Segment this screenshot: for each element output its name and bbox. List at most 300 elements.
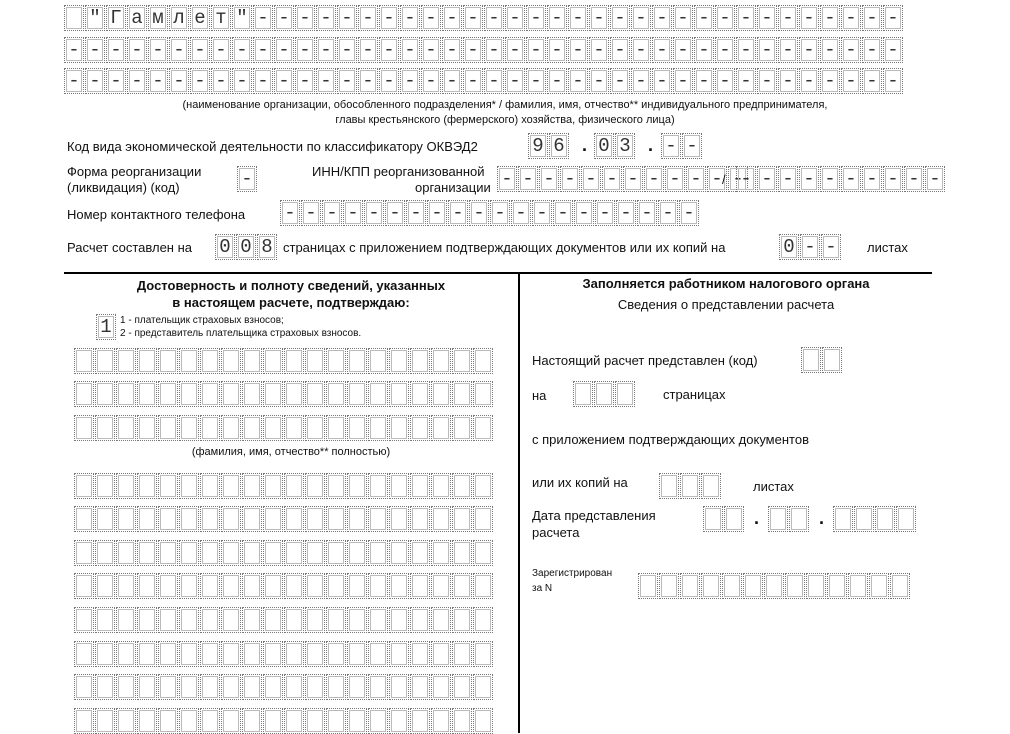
char-cell[interactable] (242, 573, 262, 599)
char-cell[interactable] (74, 641, 94, 667)
char-cell[interactable]: - (421, 37, 441, 63)
char-cell[interactable] (326, 573, 346, 599)
char-cell[interactable] (827, 573, 847, 599)
char-cell[interactable]: м (148, 5, 168, 31)
char-cell[interactable] (368, 674, 388, 700)
char-cell[interactable] (615, 381, 635, 407)
char-cell[interactable]: - (190, 37, 210, 63)
char-cell[interactable] (368, 506, 388, 532)
char-cell[interactable]: - (127, 68, 147, 94)
char-cell[interactable]: - (343, 200, 363, 226)
char-cell[interactable] (116, 674, 136, 700)
char-cell[interactable] (347, 348, 367, 374)
char-cell[interactable] (389, 415, 409, 441)
char-cell[interactable] (74, 381, 94, 407)
char-cell[interactable]: - (581, 166, 601, 192)
char-cell[interactable] (305, 381, 325, 407)
char-cell[interactable] (74, 540, 94, 566)
char-cell[interactable] (284, 607, 304, 633)
char-cell[interactable] (389, 381, 409, 407)
char-cell[interactable]: - (631, 5, 651, 31)
char-cell[interactable] (158, 573, 178, 599)
char-cell[interactable]: - (778, 166, 798, 192)
char-cell[interactable]: л (169, 5, 189, 31)
char-cell[interactable] (410, 641, 430, 667)
char-cell[interactable]: - (589, 68, 609, 94)
char-cell[interactable]: - (652, 5, 672, 31)
char-cell[interactable] (158, 473, 178, 499)
reorg-code-cell[interactable] (237, 166, 258, 192)
char-cell[interactable] (116, 641, 136, 667)
char-cell[interactable] (263, 641, 283, 667)
char-cell[interactable]: - (253, 5, 273, 31)
char-cell[interactable]: т (211, 5, 231, 31)
char-cell[interactable] (137, 473, 157, 499)
char-cell[interactable] (137, 381, 157, 407)
char-cell[interactable]: - (463, 68, 483, 94)
char-cell[interactable] (389, 540, 409, 566)
char-cell[interactable]: - (757, 68, 777, 94)
char-cell[interactable] (221, 641, 241, 667)
char-cell[interactable]: " (85, 5, 105, 31)
char-cell[interactable] (305, 641, 325, 667)
char-cell[interactable]: а (127, 5, 147, 31)
char-cell[interactable] (389, 641, 409, 667)
char-cell[interactable]: - (442, 5, 462, 31)
char-cell[interactable] (368, 641, 388, 667)
char-cell[interactable] (473, 348, 493, 374)
char-cell[interactable] (801, 347, 821, 373)
char-cell[interactable] (431, 348, 451, 374)
char-cell[interactable]: - (211, 37, 231, 63)
char-cell[interactable]: - (820, 166, 840, 192)
char-cell[interactable] (389, 473, 409, 499)
char-cell[interactable]: - (274, 68, 294, 94)
char-cell[interactable] (95, 540, 115, 566)
char-cell[interactable] (284, 381, 304, 407)
char-cell[interactable] (200, 473, 220, 499)
char-cell[interactable]: - (574, 200, 594, 226)
char-cell[interactable] (200, 540, 220, 566)
char-cell[interactable]: - (526, 37, 546, 63)
char-cell[interactable] (200, 348, 220, 374)
org-name-row-3[interactable] (64, 68, 904, 94)
char-cell[interactable]: - (280, 200, 300, 226)
char-cell[interactable] (158, 348, 178, 374)
char-cell[interactable]: - (820, 37, 840, 63)
char-cell[interactable] (473, 540, 493, 566)
char-cell[interactable] (158, 607, 178, 633)
char-cell[interactable]: - (253, 68, 273, 94)
char-cell[interactable]: - (799, 68, 819, 94)
char-cell[interactable]: - (295, 68, 315, 94)
char-cell[interactable]: - (799, 166, 819, 192)
char-cell[interactable] (896, 506, 916, 532)
fio-row-1[interactable] (74, 348, 494, 374)
char-cell[interactable] (368, 573, 388, 599)
char-cell[interactable] (410, 348, 430, 374)
char-cell[interactable]: 1 (96, 314, 116, 340)
char-cell[interactable]: - (484, 37, 504, 63)
fio-row-2[interactable] (74, 381, 494, 407)
char-cell[interactable] (242, 506, 262, 532)
char-cell[interactable]: - (862, 68, 882, 94)
char-cell[interactable] (95, 415, 115, 441)
char-cell[interactable]: - (616, 200, 636, 226)
char-cell[interactable] (452, 473, 472, 499)
char-cell[interactable] (284, 415, 304, 441)
char-cell[interactable]: - (148, 68, 168, 94)
char-cell[interactable] (137, 348, 157, 374)
char-cell[interactable] (305, 506, 325, 532)
char-cell[interactable]: - (232, 68, 252, 94)
char-cell[interactable]: - (400, 68, 420, 94)
char-cell[interactable] (368, 348, 388, 374)
char-cell[interactable] (242, 348, 262, 374)
char-cell[interactable] (221, 708, 241, 734)
char-cell[interactable]: - (448, 200, 468, 226)
char-cell[interactable]: - (295, 37, 315, 63)
char-cell[interactable] (179, 540, 199, 566)
char-cell[interactable]: - (686, 166, 706, 192)
char-cell[interactable]: - (511, 200, 531, 226)
char-cell[interactable] (200, 506, 220, 532)
char-cell[interactable]: - (661, 133, 681, 159)
char-cell[interactable] (743, 573, 763, 599)
char-cell[interactable] (221, 473, 241, 499)
char-cell[interactable] (410, 473, 430, 499)
char-cell[interactable]: - (820, 5, 840, 31)
char-cell[interactable] (158, 415, 178, 441)
char-cell[interactable]: " (232, 5, 252, 31)
char-cell[interactable]: - (568, 37, 588, 63)
char-cell[interactable]: - (337, 68, 357, 94)
char-cell[interactable]: - (778, 68, 798, 94)
char-cell[interactable] (116, 506, 136, 532)
char-cell[interactable] (680, 573, 700, 599)
char-cell[interactable] (789, 506, 809, 532)
char-cell[interactable] (200, 641, 220, 667)
char-cell[interactable]: - (547, 5, 567, 31)
char-cell[interactable]: - (85, 37, 105, 63)
char-cell[interactable] (95, 641, 115, 667)
char-cell[interactable] (74, 674, 94, 700)
char-cell[interactable] (452, 674, 472, 700)
char-cell[interactable]: - (841, 166, 861, 192)
char-cell[interactable] (179, 473, 199, 499)
char-cell[interactable] (158, 641, 178, 667)
char-cell[interactable]: - (862, 37, 882, 63)
char-cell[interactable]: - (532, 200, 552, 226)
char-cell[interactable] (431, 506, 451, 532)
char-cell[interactable] (74, 708, 94, 734)
char-cell[interactable] (242, 540, 262, 566)
char-cell[interactable] (242, 674, 262, 700)
char-cell[interactable] (263, 348, 283, 374)
char-cell[interactable] (179, 573, 199, 599)
char-cell[interactable]: - (883, 37, 903, 63)
char-cell[interactable]: - (463, 5, 483, 31)
char-cell[interactable]: - (253, 37, 273, 63)
extra-row-3[interactable] (74, 540, 494, 566)
presented-code-cells[interactable] (801, 347, 843, 373)
char-cell[interactable]: - (469, 200, 489, 226)
char-cell[interactable] (452, 573, 472, 599)
char-cell[interactable] (95, 573, 115, 599)
char-cell[interactable] (284, 674, 304, 700)
char-cell[interactable]: - (364, 200, 384, 226)
char-cell[interactable] (221, 506, 241, 532)
char-cell[interactable] (806, 573, 826, 599)
char-cell[interactable]: - (799, 37, 819, 63)
char-cell[interactable]: - (518, 166, 538, 192)
char-cell[interactable] (95, 708, 115, 734)
char-cell[interactable]: - (232, 37, 252, 63)
char-cell[interactable] (389, 607, 409, 633)
char-cell[interactable]: - (568, 5, 588, 31)
char-cell[interactable]: - (799, 5, 819, 31)
char-cell[interactable]: - (547, 68, 567, 94)
char-cell[interactable] (116, 381, 136, 407)
char-cell[interactable]: - (715, 37, 735, 63)
char-cell[interactable] (452, 607, 472, 633)
char-cell[interactable] (242, 607, 262, 633)
char-cell[interactable]: 6 (549, 133, 569, 159)
char-cell[interactable]: - (337, 5, 357, 31)
char-cell[interactable] (179, 348, 199, 374)
char-cell[interactable]: - (736, 166, 756, 192)
char-cell[interactable]: 9 (528, 133, 548, 159)
char-cell[interactable] (347, 473, 367, 499)
char-cell[interactable]: - (427, 200, 447, 226)
char-cell[interactable] (64, 5, 84, 31)
char-cell[interactable] (573, 381, 593, 407)
org-name-row-2[interactable] (64, 37, 904, 63)
char-cell[interactable]: - (821, 234, 841, 260)
char-cell[interactable]: - (715, 5, 735, 31)
char-cell[interactable] (95, 607, 115, 633)
char-cell[interactable] (221, 607, 241, 633)
char-cell[interactable] (221, 415, 241, 441)
char-cell[interactable] (389, 506, 409, 532)
char-cell[interactable]: - (322, 200, 342, 226)
char-cell[interactable] (179, 674, 199, 700)
char-cell[interactable] (326, 381, 346, 407)
char-cell[interactable]: - (421, 5, 441, 31)
char-cell[interactable] (431, 573, 451, 599)
char-cell[interactable]: - (602, 166, 622, 192)
char-cell[interactable]: 0 (215, 234, 235, 260)
char-cell[interactable]: - (400, 37, 420, 63)
extra-row-2[interactable] (74, 506, 494, 532)
char-cell[interactable] (431, 607, 451, 633)
char-cell[interactable] (701, 573, 721, 599)
char-cell[interactable] (158, 506, 178, 532)
char-cell[interactable] (473, 415, 493, 441)
char-cell[interactable]: - (463, 37, 483, 63)
char-cell[interactable] (95, 381, 115, 407)
char-cell[interactable] (410, 708, 430, 734)
char-cell[interactable] (848, 573, 868, 599)
char-cell[interactable] (284, 506, 304, 532)
char-cell[interactable] (473, 473, 493, 499)
char-cell[interactable]: - (736, 37, 756, 63)
char-cell[interactable] (431, 415, 451, 441)
phone-cells[interactable] (280, 200, 700, 226)
char-cell[interactable]: - (553, 200, 573, 226)
char-cell[interactable] (179, 381, 199, 407)
char-cell[interactable] (305, 573, 325, 599)
char-cell[interactable]: - (301, 200, 321, 226)
char-cell[interactable] (284, 641, 304, 667)
char-cell[interactable] (431, 708, 451, 734)
char-cell[interactable]: - (358, 5, 378, 31)
char-cell[interactable] (263, 381, 283, 407)
char-cell[interactable]: - (490, 200, 510, 226)
char-cell[interactable]: - (778, 37, 798, 63)
char-cell[interactable] (473, 607, 493, 633)
reg-number-cells[interactable] (638, 573, 911, 599)
char-cell[interactable]: - (665, 166, 685, 192)
char-cell[interactable] (95, 674, 115, 700)
char-cell[interactable]: - (883, 166, 903, 192)
date-day-cells[interactable] (703, 506, 745, 532)
char-cell[interactable] (768, 506, 788, 532)
char-cell[interactable] (890, 573, 910, 599)
char-cell[interactable]: - (757, 166, 777, 192)
char-cell[interactable] (410, 506, 430, 532)
char-cell[interactable] (305, 348, 325, 374)
char-cell[interactable] (326, 415, 346, 441)
char-cell[interactable] (822, 347, 842, 373)
char-cell[interactable] (263, 573, 283, 599)
char-cell[interactable] (74, 348, 94, 374)
char-cell[interactable]: е (190, 5, 210, 31)
char-cell[interactable] (116, 348, 136, 374)
char-cell[interactable]: - (148, 37, 168, 63)
char-cell[interactable] (368, 415, 388, 441)
char-cell[interactable] (137, 573, 157, 599)
char-cell[interactable]: - (589, 37, 609, 63)
char-cell[interactable]: - (526, 5, 546, 31)
char-cell[interactable] (389, 708, 409, 734)
char-cell[interactable] (137, 506, 157, 532)
char-cell[interactable] (410, 607, 430, 633)
char-cell[interactable]: - (841, 5, 861, 31)
char-cell[interactable]: - (274, 5, 294, 31)
char-cell[interactable] (200, 381, 220, 407)
char-cell[interactable] (74, 607, 94, 633)
extra-row-5[interactable] (74, 607, 494, 633)
char-cell[interactable]: 0 (236, 234, 256, 260)
char-cell[interactable]: - (652, 37, 672, 63)
char-cell[interactable]: - (316, 5, 336, 31)
char-cell[interactable]: - (694, 68, 714, 94)
char-cell[interactable]: - (736, 5, 756, 31)
char-cell[interactable] (242, 641, 262, 667)
char-cell[interactable] (263, 540, 283, 566)
char-cell[interactable]: - (841, 68, 861, 94)
char-cell[interactable] (95, 473, 115, 499)
char-cell[interactable]: - (673, 5, 693, 31)
char-cell[interactable] (452, 641, 472, 667)
char-cell[interactable]: - (442, 37, 462, 63)
char-cell[interactable] (431, 641, 451, 667)
char-cell[interactable]: - (379, 5, 399, 31)
char-cell[interactable]: - (421, 68, 441, 94)
char-cell[interactable] (833, 506, 853, 532)
char-cell[interactable]: - (568, 68, 588, 94)
char-cell[interactable] (326, 708, 346, 734)
sheets-cells[interactable] (779, 234, 842, 260)
char-cell[interactable] (368, 708, 388, 734)
char-cell[interactable] (410, 381, 430, 407)
char-cell[interactable] (347, 674, 367, 700)
char-cell[interactable]: - (610, 37, 630, 63)
char-cell[interactable]: - (595, 200, 615, 226)
char-cell[interactable]: - (337, 37, 357, 63)
char-cell[interactable]: - (400, 5, 420, 31)
okved-part-2[interactable] (594, 133, 636, 159)
char-cell[interactable] (74, 415, 94, 441)
char-cell[interactable] (200, 708, 220, 734)
extra-row-1[interactable] (74, 473, 494, 499)
char-cell[interactable]: - (85, 68, 105, 94)
char-cell[interactable] (221, 540, 241, 566)
char-cell[interactable] (431, 473, 451, 499)
char-cell[interactable] (431, 674, 451, 700)
char-cell[interactable]: - (64, 68, 84, 94)
char-cell[interactable] (347, 506, 367, 532)
char-cell[interactable]: - (106, 68, 126, 94)
char-cell[interactable] (473, 506, 493, 532)
char-cell[interactable] (368, 607, 388, 633)
char-cell[interactable]: - (800, 234, 820, 260)
char-cell[interactable]: - (610, 68, 630, 94)
char-cell[interactable] (95, 348, 115, 374)
char-cell[interactable]: - (679, 200, 699, 226)
char-cell[interactable] (452, 348, 472, 374)
char-cell[interactable] (284, 473, 304, 499)
char-cell[interactable] (594, 381, 614, 407)
char-cell[interactable] (347, 641, 367, 667)
char-cell[interactable] (116, 540, 136, 566)
char-cell[interactable] (179, 641, 199, 667)
char-cell[interactable]: - (560, 166, 580, 192)
char-cell[interactable]: - (358, 68, 378, 94)
char-cell[interactable] (179, 708, 199, 734)
char-cell[interactable] (200, 415, 220, 441)
char-cell[interactable]: - (883, 68, 903, 94)
char-cell[interactable] (701, 473, 721, 499)
char-cell[interactable] (221, 348, 241, 374)
char-cell[interactable] (221, 573, 241, 599)
char-cell[interactable]: - (484, 68, 504, 94)
char-cell[interactable] (722, 573, 742, 599)
char-cell[interactable] (473, 381, 493, 407)
char-cell[interactable] (284, 348, 304, 374)
char-cell[interactable] (326, 641, 346, 667)
char-cell[interactable]: - (631, 68, 651, 94)
char-cell[interactable] (116, 473, 136, 499)
char-cell[interactable]: - (820, 68, 840, 94)
char-cell[interactable]: - (497, 166, 517, 192)
char-cell[interactable]: - (526, 68, 546, 94)
char-cell[interactable] (326, 607, 346, 633)
char-cell[interactable] (221, 674, 241, 700)
char-cell[interactable] (785, 573, 805, 599)
char-cell[interactable] (869, 573, 889, 599)
